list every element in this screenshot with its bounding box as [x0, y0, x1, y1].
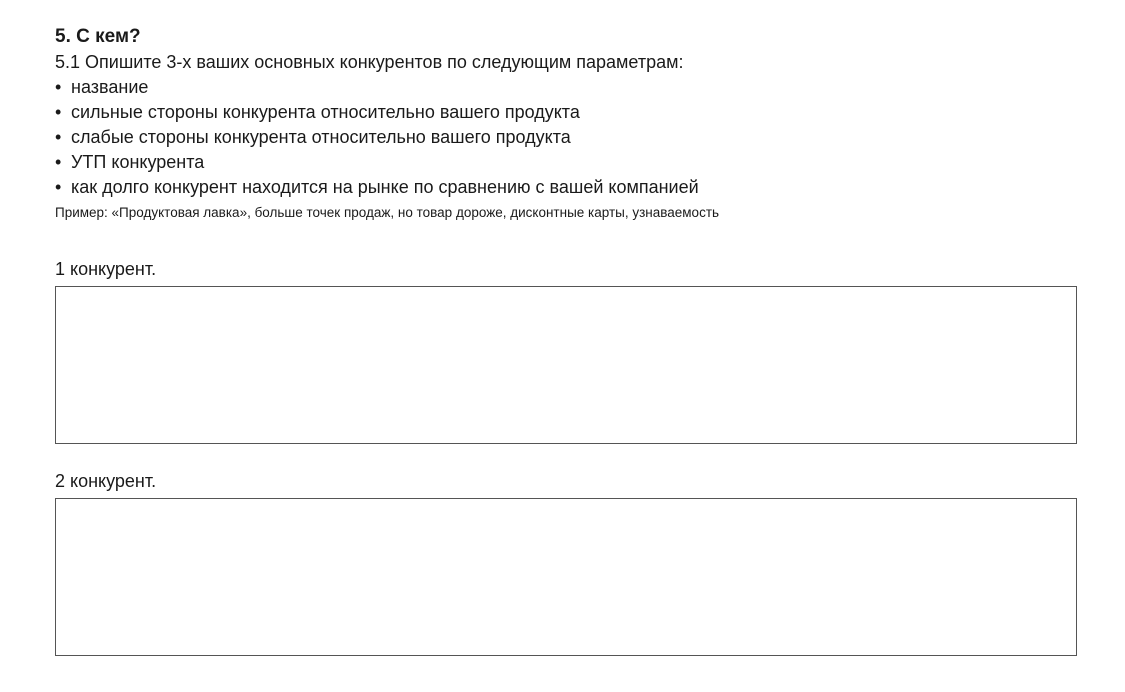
competitor-1-input[interactable]	[55, 286, 1077, 444]
list-item: • слабые стороны конкурента относительно вашего продукта	[55, 125, 1077, 150]
form-page	[55, 24, 1077, 656]
parameter-list	[55, 75, 1077, 200]
list-item: • как долго конкурент находится на рынке по сравнению с вашей компанией	[55, 175, 1077, 200]
competitor-2-input[interactable]	[55, 498, 1077, 656]
question-text: 5.1 Опишите 3-х ваших основных конкурентов по следующим параметрам:	[55, 52, 684, 72]
competitor-2-label: 2 конкурент.	[55, 471, 157, 491]
competitor-1-label: 1 конкурент.	[55, 259, 157, 279]
example-text: Пример: «Продуктовая лавка», больше точек продаж, но товар дороже, дисконтные карты, узнаваемость	[55, 205, 720, 220]
list-item: • название	[55, 75, 1077, 100]
list-item: • УТП конкурента	[55, 150, 1077, 175]
list-item: • сильные стороны конкурента относительно вашего продукта	[55, 100, 1077, 125]
section-title: 5. С кем?	[55, 26, 141, 47]
